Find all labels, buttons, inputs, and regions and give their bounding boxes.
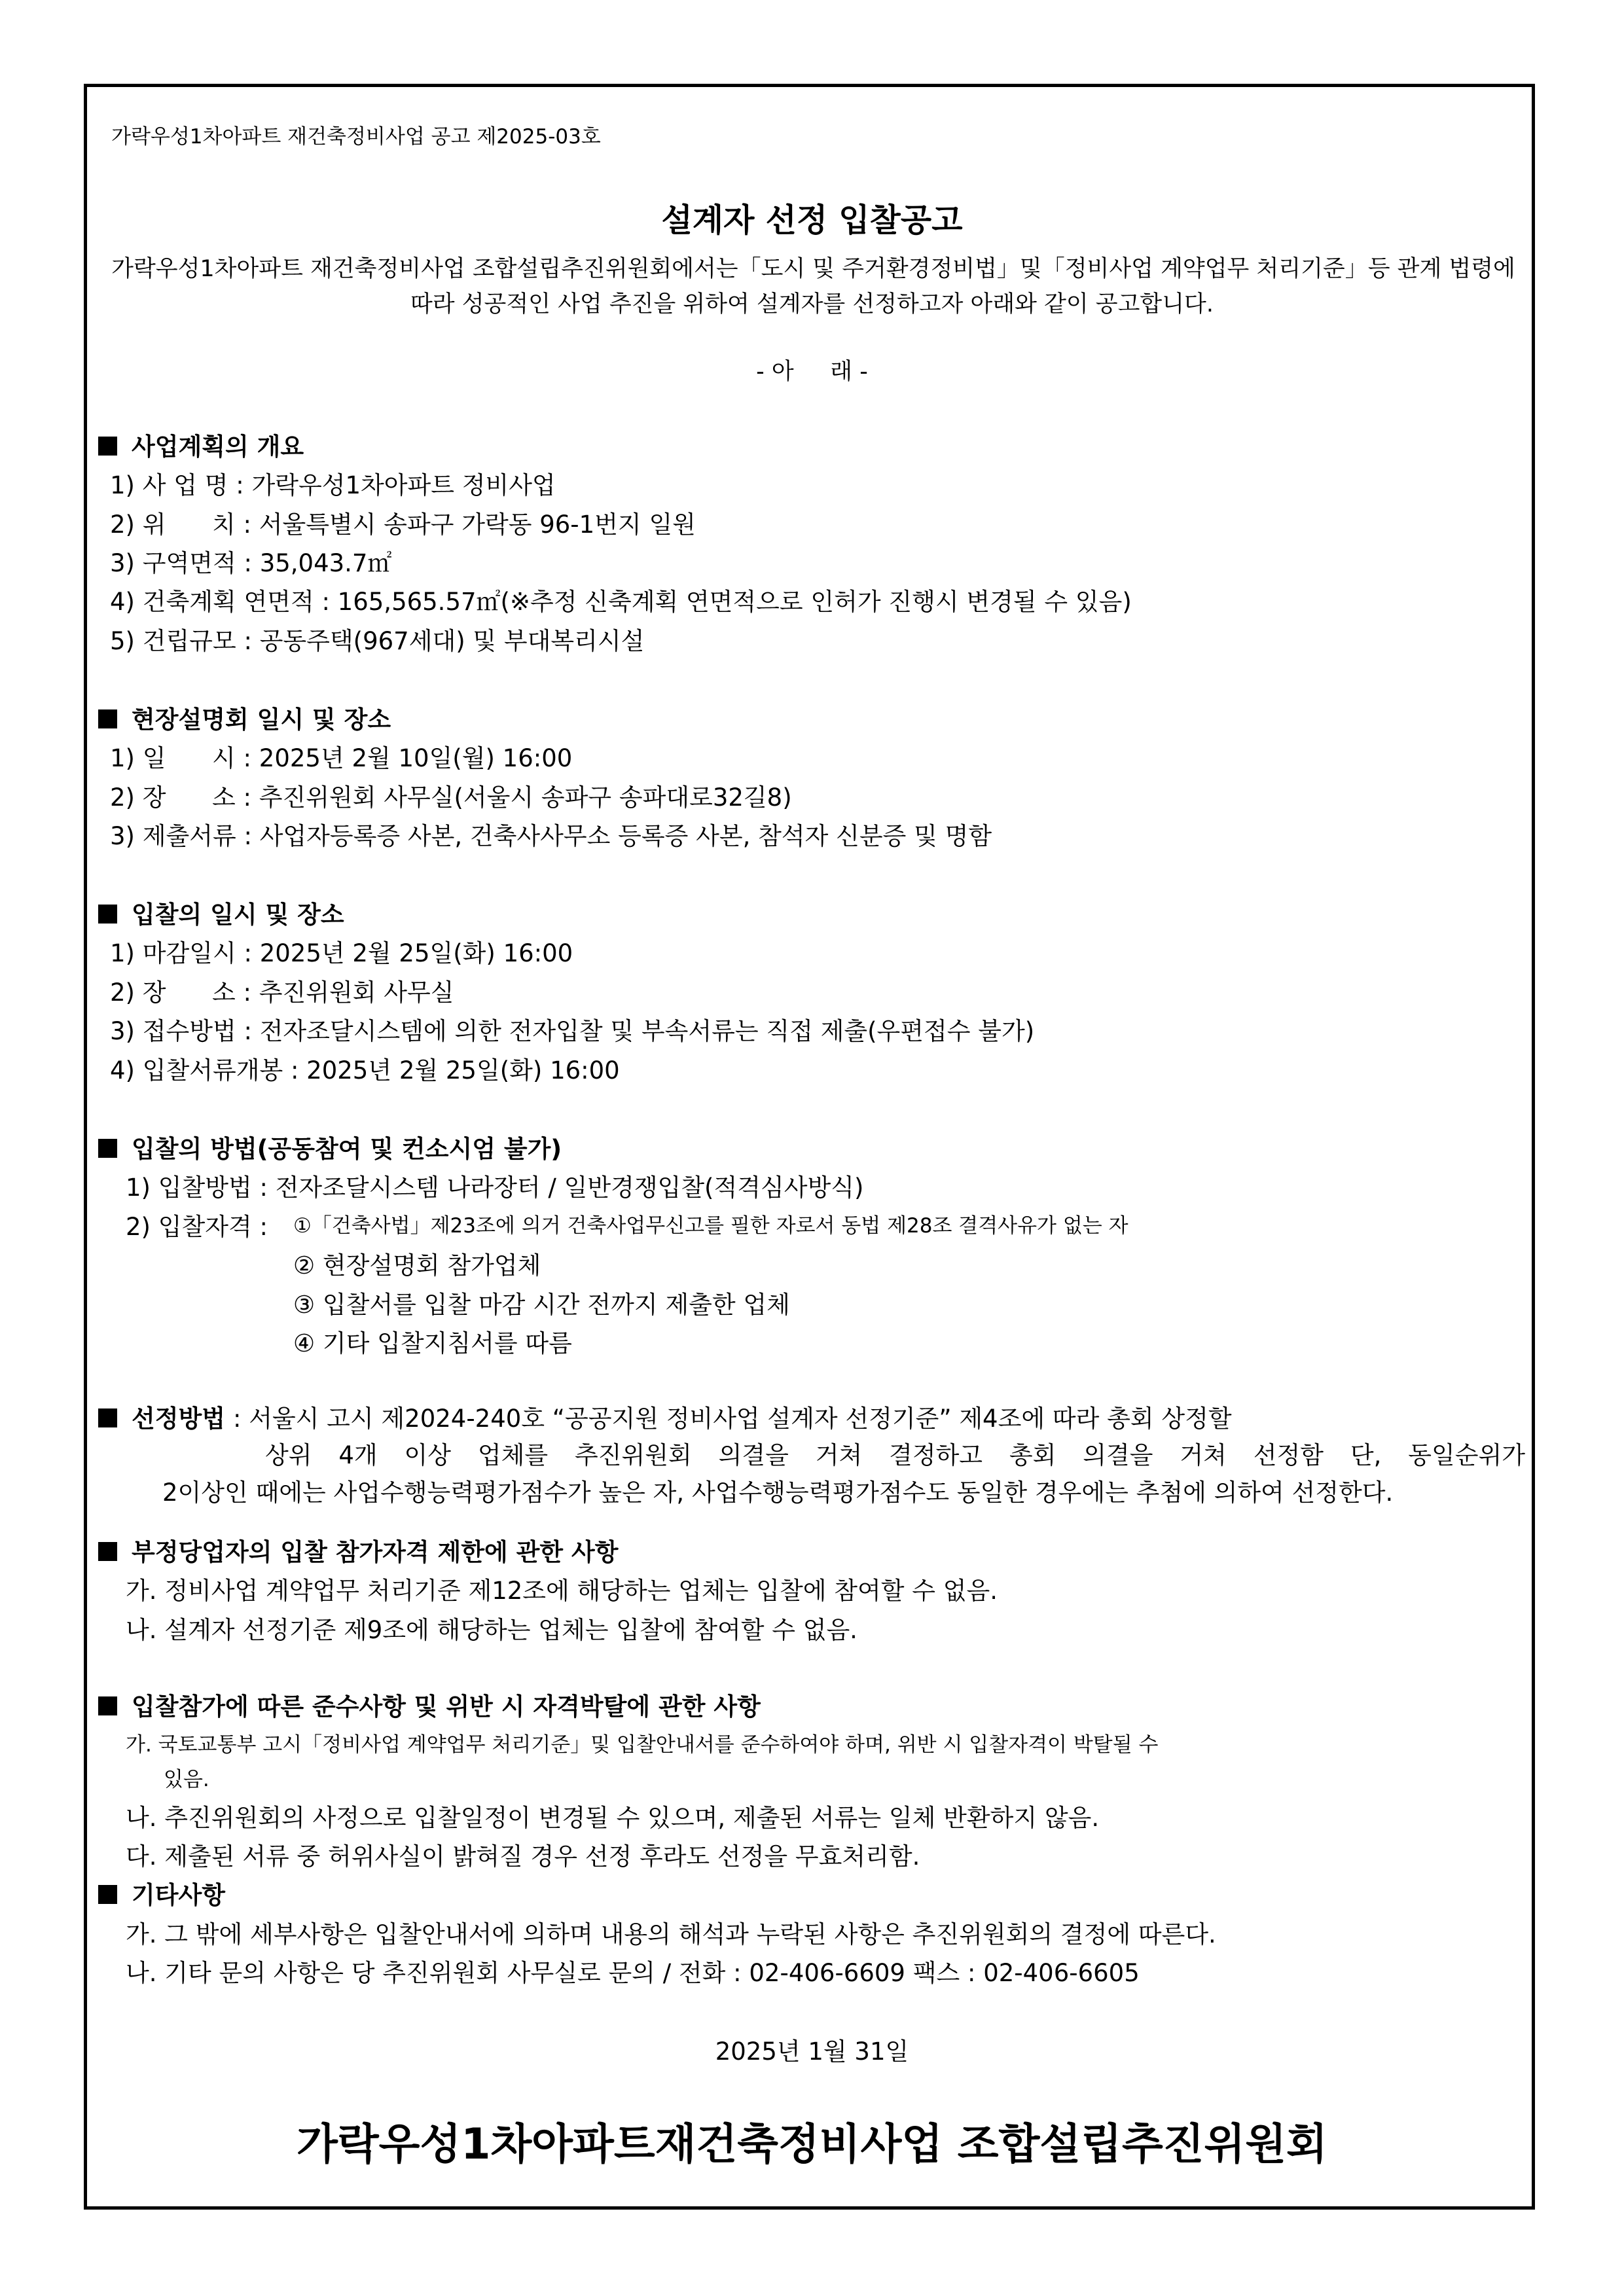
issuer-name: 가락우성1차아파트재건축정비사업 조합설립추진위원회 bbox=[297, 2120, 1327, 2169]
list-item: 4) 입찰서류개봉 : 2025년 2월 25일(화) 16:00 bbox=[110, 1056, 620, 1085]
section-heading-misc: 기타사항 bbox=[98, 1875, 225, 1910]
square-bullet-icon bbox=[98, 437, 117, 456]
list-item: 2) 장 소 : 추진위원회 사무실(서울시 송파구 송파대로32길8) bbox=[110, 783, 792, 812]
qualification-item: ①「건축사법」제23조에 의거 건축사업무신고를 필한 자로서 동법 제28조 결격사유가 없는 자 bbox=[293, 1214, 1128, 1238]
qualification-item: ④ 기타 입찰지침서를 따름 bbox=[293, 1329, 572, 1357]
section-heading-restriction: 부정당업자의 입찰 참가자격 제한에 관한 사항 bbox=[98, 1532, 619, 1568]
list-item-label: 2) 입찰자격 : bbox=[126, 1213, 268, 1241]
list-item: 2) 위 치 : 서울특별시 송파구 가락동 96-1번지 일원 bbox=[110, 511, 696, 539]
square-bullet-icon bbox=[98, 905, 117, 924]
list-item: 2) 장 소 : 추진위원회 사무실 bbox=[110, 978, 454, 1007]
section-heading-selection: 선정방법 bbox=[98, 1405, 225, 1433]
selection-line-1: 선정방법 : 서울시 고시 제2024-240호 “공공지원 정비사업 설계자 선정기준” 제4조에 따라 총회 상정할 bbox=[98, 1399, 1232, 1434]
qualification-item: ② 현장설명회 참가업체 bbox=[293, 1251, 541, 1280]
list-item: 3) 구역면적 : 35,043.7㎡ bbox=[110, 549, 392, 577]
list-item: 가. 국토교통부 고시「정비사업 계약업무 처리기준」및 입찰안내서를 준수하여야 하며, 위반 시 입찰자격이 박탈될 수 bbox=[126, 1733, 1159, 1757]
list-item: 1) 입찰방법 : 전자조달시스템 나라장터 / 일반경쟁입찰(적격심사방식) bbox=[126, 1174, 864, 1202]
below-mark: - 아 래 - bbox=[756, 359, 868, 385]
list-item: 나. 설계자 선정기준 제9조에 해당하는 업체는 입찰에 참여할 수 없음. bbox=[126, 1616, 857, 1644]
square-bullet-icon bbox=[98, 709, 117, 728]
square-bullet-icon bbox=[98, 1408, 117, 1427]
selection-line-2: 상위 4개 이상 업체를 추진위원회 의결을 거쳐 결정하고 총회 의결을 거쳐 선정함 단, 동일순위가 bbox=[265, 1441, 1525, 1469]
list-item: 1) 일 시 : 2025년 2월 10일(월) 16:00 bbox=[110, 744, 573, 772]
section-heading-briefing: 현장설명회 일시 및 장소 bbox=[98, 700, 391, 735]
list-item-continuation: 있음. bbox=[164, 1768, 209, 1791]
list-item: 3) 접수방법 : 전자조달시스템에 의한 전자입찰 및 부속서류는 직접 제출(우편접수 불가) bbox=[110, 1017, 1035, 1045]
list-item: 나. 추진위원회의 사정으로 입찰일정이 변경될 수 있으며, 제출된 서류는 일체 반환하지 않음. bbox=[126, 1804, 1100, 1832]
notice-date: 2025년 1월 31일 bbox=[715, 2037, 909, 2066]
list-item: 가. 정비사업 계약업무 처리기준 제12조에 해당하는 업체는 입찰에 참여할 수 없음. bbox=[126, 1577, 998, 1605]
list-item: 4) 건축계획 연면적 : 165,565.57㎡(※추정 신축계획 연면적으로 인허가 진행시 변경될 수 있음) bbox=[110, 588, 1132, 616]
section-heading-compliance: 입찰참가에 따른 준수사항 및 위반 시 자격박탈에 관한 사항 bbox=[98, 1687, 761, 1722]
list-item: 나. 기타 문의 사항은 당 추진위원회 사무실로 문의 / 전화 : 02-406-6609 팩스 : 02-406-6605 bbox=[126, 1959, 1140, 1987]
intro-line-2: 따라 성공적인 사업 추진을 위하여 설계자를 선정하고자 아래와 같이 공고합니다. bbox=[410, 291, 1214, 317]
square-bullet-icon bbox=[98, 1696, 117, 1715]
list-item: 3) 제출서류 : 사업자등록증 사본, 건축사사무소 등록증 사본, 참석자 신분증 및 명함 bbox=[110, 822, 992, 850]
section-heading-bidding-schedule: 입찰의 일시 및 장소 bbox=[98, 895, 344, 930]
qualification-item: ③ 입찰서를 입찰 마감 시간 전까지 제출한 업체 bbox=[293, 1291, 790, 1319]
list-item: 5) 건립규모 : 공동주택(967세대) 및 부대복리시설 bbox=[110, 627, 645, 655]
notice-number: 가락우성1차아파트 재건축정비사업 공고 제2025-03호 bbox=[111, 125, 601, 149]
list-item: 다. 제출된 서류 중 허위사실이 밝혀질 경우 선정 후라도 선정을 무효처리함. bbox=[126, 1842, 920, 1871]
intro-line-1: 가락우성1차아파트 재건축정비사업 조합설립추진위원회에서는「도시 및 주거환경정비법」및「정비사업 계약업무 처리기준」등 관계 법령에 bbox=[111, 256, 1515, 282]
list-item: 가. 그 밖에 세부사항은 입찰안내서에 의하며 내용의 해석과 누락된 사항은 추진위원회의 결정에 따른다. bbox=[126, 1920, 1216, 1948]
page-title: 설계자 선정 입찰공고 bbox=[661, 202, 963, 239]
square-bullet-icon bbox=[98, 1139, 117, 1158]
section-heading-overview: 사업계획의 개요 bbox=[98, 427, 304, 462]
square-bullet-icon bbox=[98, 1542, 117, 1561]
section-heading-bidding-method: 입찰의 방법(공동참여 및 컨소시엄 불가) bbox=[98, 1129, 562, 1164]
square-bullet-icon bbox=[98, 1885, 117, 1904]
list-item: 1) 마감일시 : 2025년 2월 25일(화) 16:00 bbox=[110, 939, 573, 967]
selection-line-3: 2이상인 때에는 사업수행능력평가점수가 높은 자, 사업수행능력평가점수도 동일한 경우에는 추첨에 의하여 선정한다. bbox=[162, 1479, 1394, 1507]
list-item: 1) 사 업 명 : 가락우성1차아파트 정비사업 bbox=[110, 471, 556, 499]
